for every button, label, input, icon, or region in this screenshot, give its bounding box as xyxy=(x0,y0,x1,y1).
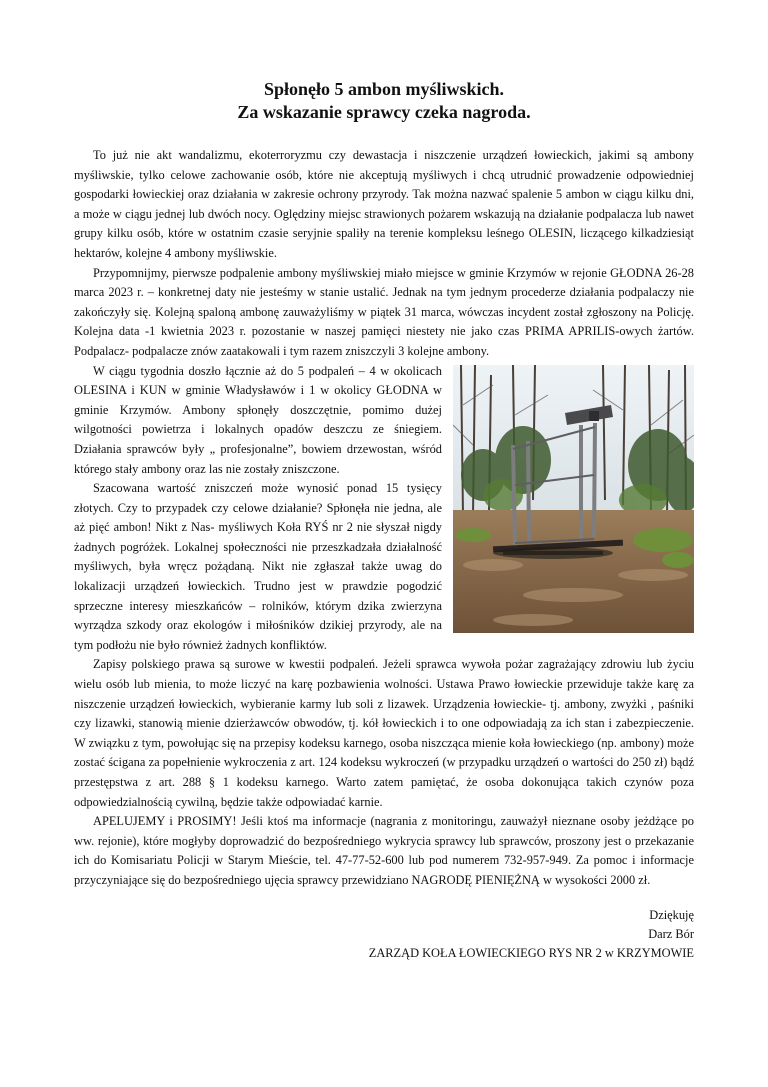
signature-name: Darz Bór xyxy=(648,926,694,941)
signature-thanks: Dziękuję xyxy=(649,907,694,922)
signature-org: ZARZĄD KOŁA ŁOWIECKIEGO RYS NR 2 w KRZYMOWIE xyxy=(368,945,694,960)
title-line-1: Spłonęło 5 ambon myśliwskich. xyxy=(263,79,505,99)
paragraph-4: Szacowana wartość zniszczeń może wynosić ponad 15 tysięcy złotych. Czy to przypadek czy celowe działanie? Spłonęła nie jedna, ale aż pięć ambon! Nikt z Nas- myśliwych Koła RYŚ nr 2 nie słyszał nigdy żadnych pogróżek. Lokalnej społeczności nie przeszkadzała działalność myśliwych, była wręcz pożądaną. Nikt nie zgłaszał także uwag do lokalizacji urządzeń łowieckich. Trudno jest w prawdzie pogodzić sprzeczne interesy mieszkańców – rolników, którym dzika zwierzyna wyrządza szkody oraz ekologów i miłośników dzikiej przyrody, ale na tym podłożu nie było również żadnych konfliktów. xyxy=(74,481,442,652)
paragraph-3: W ciągu tygodnia doszło łącznie aż do 5 podpaleń – 4 w okolicach OLESINA i KUN w gminie Władysławów i 1 w okolicy GŁODNA w gminie Krzymów. Ambony spłonęły doszczętnie, pomimo dużej wilgotności powietrza i lokalnych opadów deszczu ze śniegiem. Działania sprawców były „ profesjonalne”, bowiem drzewostan, wśród którego stały ambony oraz las nie zostały zniszczone. xyxy=(74,363,442,476)
paragraph-1: To już nie akt wandalizmu, ekoterroryzmu czy dewastacja i niszczenie urządzeń łowieckich, jakimi są ambony myśliwskie, tylko celowe zachowanie osób, które nie akceptują myśliwych i chcą utrudnić prowadzenie odpowiedniej gospodarki łowieckiej oraz działania w zakresie ochrony przyrody. Tak można nazwać spalenie 5 ambon w ciągu kilku dni, a może w ciągu jednej lub dwóch nocy. Oględziny miejsc strawionych pożarem wskazują na działanie podpalacza lub nawet grupy kilku osób, które w ostatnim czasie seryjnie spaliły na terenie kompleksu leśnego OLESIN, liczącego kilkadziesiąt hektarów, kolejne 4 ambony myśliwskie. xyxy=(74,148,694,260)
burned-stand-illustration xyxy=(453,365,694,633)
signature-block xyxy=(74,906,694,963)
burned-stand-photo xyxy=(453,365,694,633)
article xyxy=(74,78,694,963)
article-title xyxy=(74,78,694,124)
title-line-2: Za wskazanie sprawcy czeka nagroda. xyxy=(237,102,531,122)
paragraph-2: Przypomnijmy, pierwsze podpalenie ambony myśliwskiej miało miejsce w gminie Krzymów w rejonie GŁODNA 26-28 marca 2023 r. – konkretnej daty nie jesteśmy w stanie ustalić. Jednak na tym jednym procederze działania podpalaczy nie zakończyły się. Kolejną spaloną ambonę zauważyliśmy w piątek 31 marca, wówczas incydent został zgłoszony na Policję. Kolejna data -1 kwietnia 2023 r. pozostanie w naszej pamięci niestety nie jako czas PRIMA APRILIS-owych żartów. Podpalacz- podpalacze znów zaatakowali i tym razem zniszczyli 3 kolejne ambony. xyxy=(74,265,694,358)
paragraph-6: APELUJEMY i PROSIMY! Jeśli ktoś ma informacje (nagrania z monitoringu, zauważył nieznane osoby jeżdżące po ww. rejonie), które mogłyby doprowadzić do bezpośredniego wykrycia sprawcy lub sprawców, proszony jest o przekazanie ich do Komisariatu Policji w Starym Mieście, tel. 47-77-52-600 lub pod numerem 732-957-949. Za pomoc i informacje przyczyniające się do bezpośredniego ujęcia sprawcy przewidziano NAGRODĘ PIENIĘŻNĄ w wysokości 2000 zł. xyxy=(74,814,694,887)
paragraph-5: Zapisy polskiego prawa są surowe w kwestii podpaleń. Jeżeli sprawca wywoła pożar zagrażający zdrowiu lub życiu wielu osób lub mienia, to może liczyć na karę pozbawienia wolności. Ustawa Prawo łowieckie przewiduje także karę za niszczenie urządzeń łowieckich, wybieranie karmy lub soli z lizawek. Urządzenia łowieckie- tj. ambony, zwyżki , paśniki czy lizawki, stanowią mienie dzierżawców obwodów, tj. kół łowieckich i to one odpowiadają za ich stan i zabezpieczenie. W związku z tym, powołując się na przepisy kodeksu karnego, osoba niszcząca mienie koła łowieckiego (np. ambony) może zostać ścigana za popełnienie wykroczenia z art. 124 kodeksu wykroczeń (w przypadku urządzeń o wartości do 250 zł) bądź przestępstwa z art. 288 § 1 kodeksu karnego. Warto zatem pamiętać, że osoba dokonująca takich czynów poza odpowiedzialnością cywilną, będzie także odpowiadać karnie. xyxy=(74,657,694,809)
